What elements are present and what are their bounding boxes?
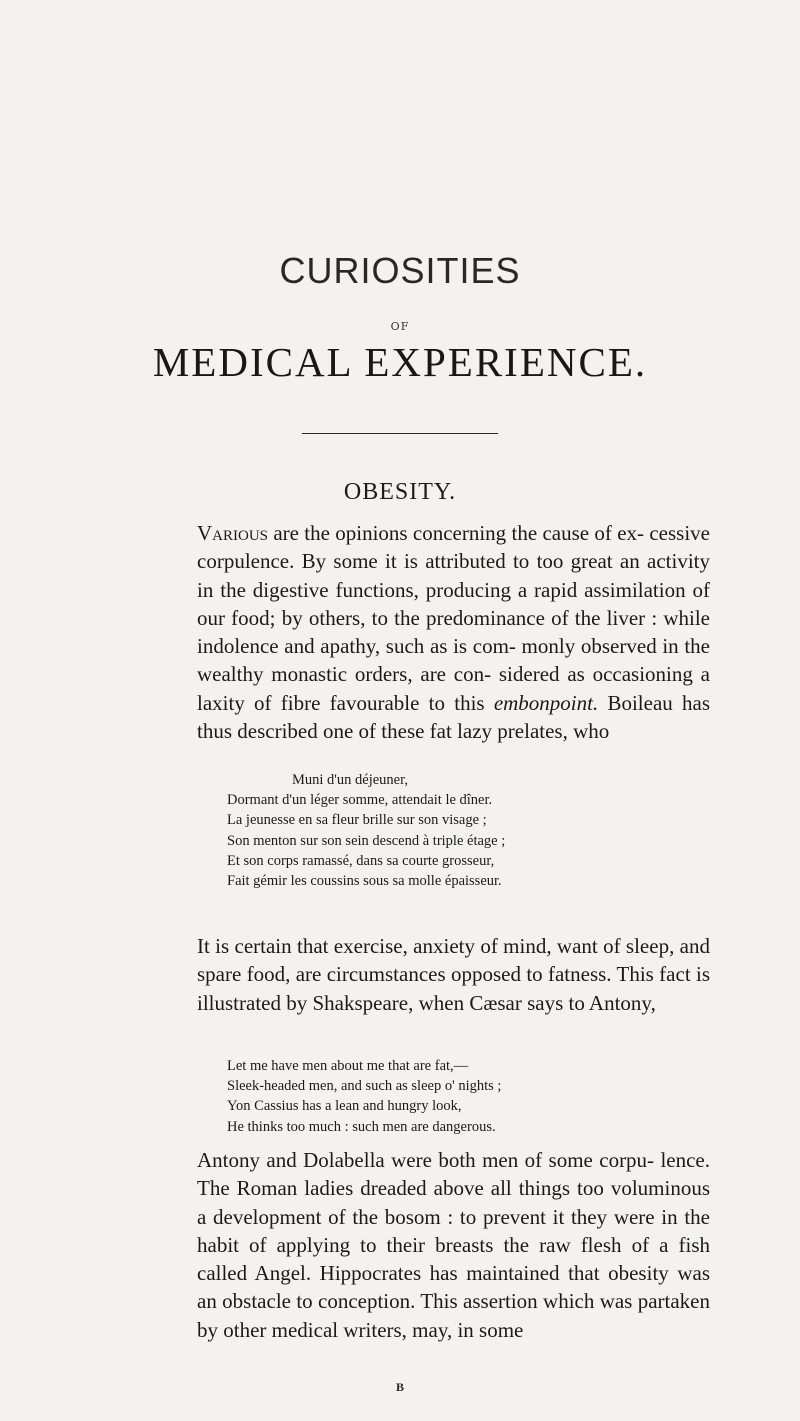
verse-line: Let me have men about me that are fat,—: [227, 1058, 469, 1074]
verse-quote-boileau: [227, 770, 505, 891]
verse-line: Yon Cassius has a lean and hungry look,: [227, 1098, 462, 1115]
section-heading: OBESITY.: [343, 479, 457, 505]
paragraph-intro-italic: embonpoint.: [493, 690, 599, 715]
verse-quote-shakespeare: [227, 1056, 501, 1137]
verse-line: Son menton sur son sein descend à triple étage ;: [227, 832, 506, 849]
paragraph-intro-text-b: Boileau has thus described one of these fat lazy prelates, who: [197, 690, 710, 744]
title-connector: OF: [390, 320, 410, 333]
verse-line: He thinks too much : such men are dangerous.: [227, 1118, 496, 1135]
verse-line: Fait gémir les coussins sous sa molle épaisseur.: [227, 873, 502, 890]
paragraph-intro: [197, 519, 710, 745]
paragraph-lead-word: Various: [197, 521, 269, 545]
paragraph-exercise: It is certain that exercise, anxiety of mind, want of sleep, and spare food, are circumstances opposed to fatness. This fact is illustrated by Shakspeare, when Cæsar says to Antony,: [197, 934, 710, 1015]
verse-line: Dormant d'un léger somme, attendait le dîner.: [227, 792, 493, 809]
book-subtitle: MEDICAL EXPERIENCE.: [152, 339, 648, 385]
verse-line: La jeunesse en sa fleur brille sur son visage ;: [227, 812, 487, 829]
signature-mark: B: [395, 1380, 404, 1394]
verse-line: Et son corps ramassé, dans sa courte grosseur,: [227, 852, 495, 869]
verse-line: Muni d'un déjeuner,: [292, 772, 408, 788]
paragraph-antony: Antony and Dolabella were both men of some corpu- lence. The Roman ladies dreaded above all things too voluminous a development of the bosom : to prevent it they were in the habit of applying to their breasts the raw flesh of a fish called Angel. Hippocrates has maintained that obesity was an obstacle to conception. This assertion which was partaken by other medical writers, may, in some: [197, 1148, 710, 1342]
paragraph-intro-text-a: are the opinions concerning the cause of ex- cessive corpulence. By some it is attributed to too great an activity in the digestive functions, producing a rapid assimilation of our food; by others, to the predominance of the liver : while indolence and apathy, such as is com- monly observed in the wealthy monastic orders, are con- sidered as occasioning a laxity of fibre favourable to this: [197, 521, 710, 715]
book-title: CURIOSITIES: [279, 250, 521, 291]
title-divider: [302, 433, 498, 434]
verse-line: Sleek-headed men, and such as sleep o' nights ;: [227, 1078, 502, 1095]
